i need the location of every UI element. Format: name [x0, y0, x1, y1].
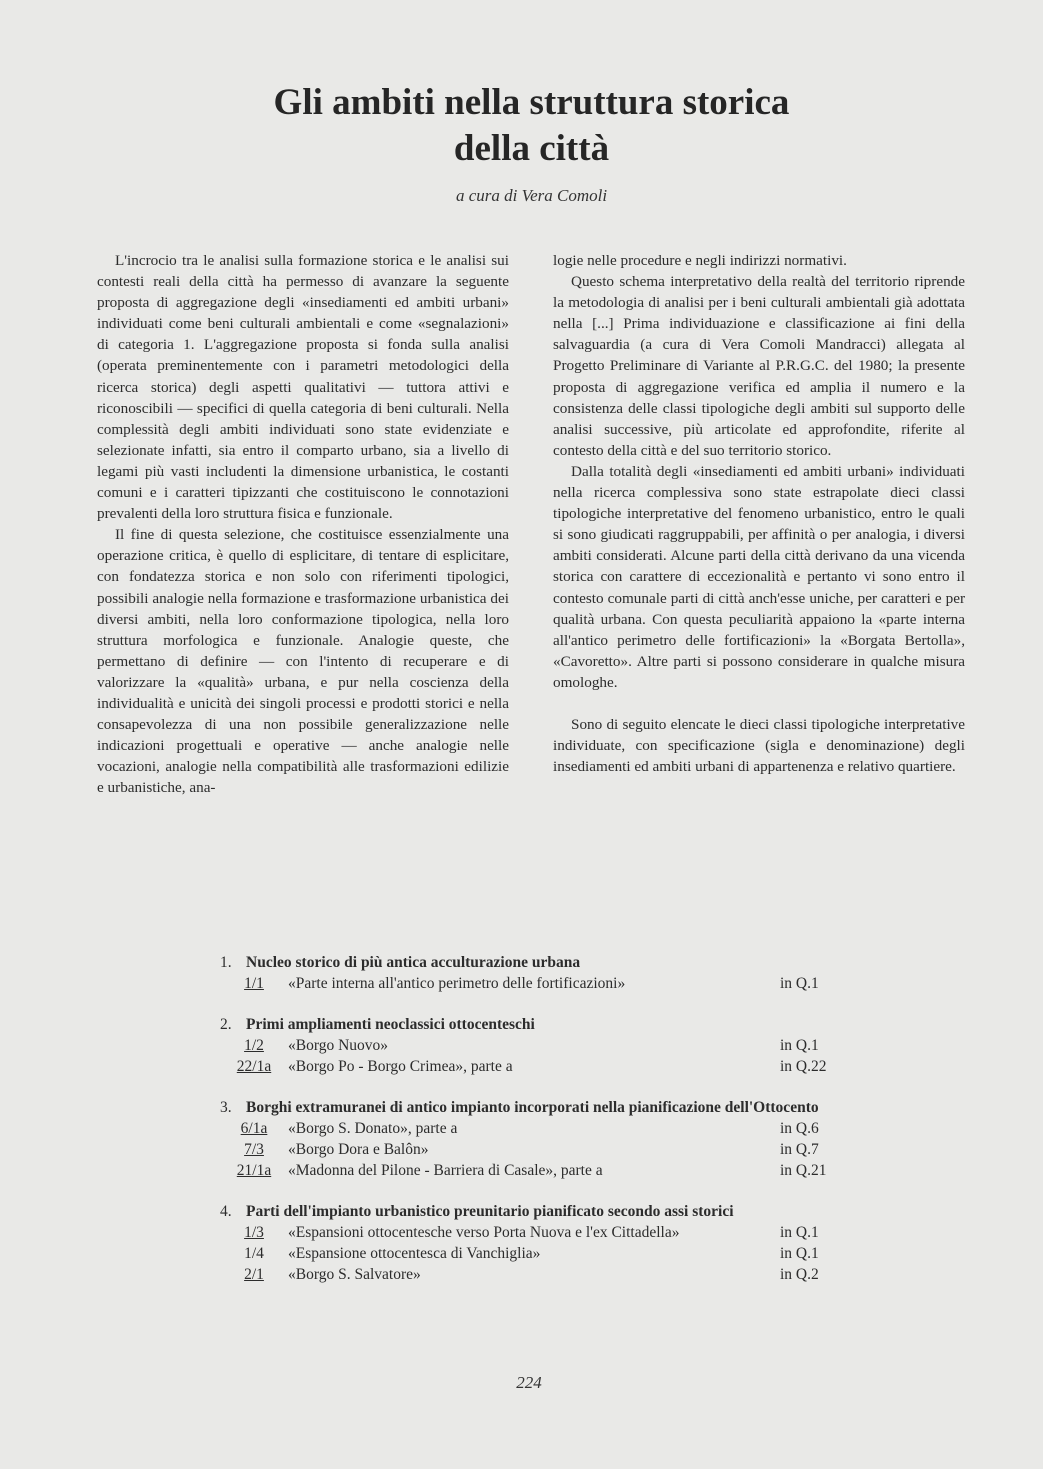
class-entry [220, 1139, 860, 1160]
class-heading [220, 952, 860, 973]
entry-description: «Borgo S. Donato», parte a [288, 1120, 458, 1137]
entry-description: «Borgo S. Salvatore» [288, 1266, 421, 1283]
class-list [220, 952, 860, 1305]
entry-quarter: in Q.22 [780, 1058, 827, 1075]
entry-code: 2/1 [244, 1266, 264, 1283]
class-entry [220, 1243, 860, 1264]
class-entry [220, 1264, 860, 1285]
entry-code: 22/1a [236, 1058, 272, 1075]
entry-description: «Parte interna all'antico perimetro delle fortificazioni» [288, 975, 626, 992]
entry-code: 7/3 [244, 1141, 264, 1158]
class-group [220, 1097, 860, 1181]
entry-description: «Espansione ottocentesca di Vanchiglia» [288, 1245, 541, 1262]
entry-description: «Espansioni ottocentesche verso Porta Nuova e l'ex Cittadella» [288, 1224, 680, 1241]
right-column [553, 250, 965, 777]
paragraph: logie nelle procedure e negli indirizzi normativi. [553, 252, 847, 269]
class-number: 1. [220, 954, 232, 971]
class-entry [220, 1222, 860, 1243]
class-group [220, 952, 860, 994]
entry-quarter: in Q.2 [780, 1266, 819, 1283]
class-entry [220, 973, 860, 994]
class-group [220, 1014, 860, 1077]
class-entry [220, 1056, 860, 1077]
left-column [97, 250, 509, 798]
entry-description: «Madonna del Pilone - Barriera di Casale», parte a [288, 1162, 603, 1179]
entry-description: «Borgo Po - Borgo Crimea», parte a [288, 1058, 513, 1075]
entry-quarter: in Q.21 [780, 1162, 827, 1179]
class-entry [220, 1160, 860, 1181]
class-entry [220, 1118, 860, 1139]
paragraph: Questo schema interpretativo della realtà del territorio riprende la metodologia di analisi per i beni culturali ambientali già adottata nella [...] Prima individuazione e classificazione ai fini della salvaguardia (a cura di Vera Comoli Mandracci) allegata al Progetto Preliminare di Variante al P.R.G.C. del 1980; la presente proposta di aggregazione verifica ed amplia il numero e la consistenza delle classi tipologiche degli ambiti sul supporto delle analisi successive, più articolate ed approfondite, riferite al contesto della città e del suo territorio storico. [553, 273, 965, 459]
class-title: Primi ampliamenti neoclassici ottocenteschi [246, 1016, 535, 1033]
class-number: 3. [220, 1099, 232, 1116]
entry-quarter: in Q.1 [780, 1245, 819, 1262]
entry-quarter: in Q.7 [780, 1141, 819, 1158]
class-heading [220, 1201, 860, 1222]
title-line-2: della città [453, 128, 610, 169]
paragraph: L'incrocio tra le analisi sulla formazione storica e le analisi sui contesti reali della città ha permesso di avanzare la seguente proposta di aggregazione degli «insediamenti ed ambiti urbani» individuati come beni culturali ambientali e come «segnalazioni» di categoria 1. L'aggregazione proposta si fonda sulla analisi (operata preminentemente con i parametri metodologici della ricerca storica) degli aspetti qualitativi — tuttora attivi e riconoscibili — specifici di quella categoria di beni culturali. Nella complessità degli ambiti individuati sono state evidenziate e selezionate infatti, sia entro il comparto urbano, sia a livello di legami più vasti includenti la dimensione urbanistica, le costanti comuni e i caratteri tipizzanti che costituiscono le connotazioni prevalenti della loro struttura fisica e funzionale. [97, 252, 509, 523]
entry-code: 1/4 [244, 1245, 264, 1262]
paragraph: Dalla totalità degli «insediamenti ed ambiti urbani» individuati nella ricerca complessiva sono state estrapolate dieci classi tipologiche interpretative del fenomeno urbanistico, entro le quali si sono giudicati raggruppabili, per affinità o per analogia, i diversi ambiti considerati. Alcune parti della città derivano da una vicenda storica con carattere di eccezionalità e pertanto vi sono entro il contesto comunale parti di città anch'esse uniche, per caratteri e per qualità urbana. Con questa peculiarità appaiono la «parte interna all'antico perimetro delle fortificazioni» la «Borgata Bertolla», «Cavoretto». Altre parti si possono considerare in qualche misura omologhe. [553, 462, 965, 691]
class-title: Nucleo storico di più antica acculturazione urbana [246, 954, 581, 971]
entry-description: «Borgo Nuovo» [288, 1037, 389, 1054]
author-line: a cura di Vera Comoli [455, 186, 608, 205]
entry-code: 6/1a [240, 1120, 268, 1137]
entry-description: «Borgo Dora e Balôn» [288, 1141, 429, 1158]
paragraph: Sono di seguito elencate le dieci classi tipologiche interpretative individuate, con specificazione (sigla e denominazione) degli insediamenti ed ambiti urbani di appartenenza e relativo quartiere. [553, 715, 965, 776]
entry-quarter: in Q.1 [780, 1224, 819, 1241]
page-title [0, 80, 1043, 172]
title-line-1: Gli ambiti nella struttura storica [273, 82, 790, 123]
entry-code: 1/2 [244, 1037, 264, 1054]
entry-quarter: in Q.6 [780, 1120, 819, 1137]
class-number: 2. [220, 1016, 232, 1033]
class-title: Borghi extramuranei di antico impianto incorporati nella pianificazione dell'Ottocento [246, 1099, 819, 1116]
class-title: Parti dell'impianto urbanistico preunitario pianificato secondo assi storici [246, 1203, 734, 1220]
entry-quarter: in Q.1 [780, 1037, 819, 1054]
entry-code: 21/1a [236, 1162, 272, 1179]
class-group [220, 1201, 860, 1285]
entry-quarter: in Q.1 [780, 975, 819, 992]
class-entry [220, 1035, 860, 1056]
page-number: 224 [516, 1373, 542, 1392]
class-heading [220, 1014, 860, 1035]
class-number: 4. [220, 1203, 232, 1220]
entry-code: 1/3 [244, 1224, 264, 1241]
class-heading [220, 1097, 860, 1118]
entry-code: 1/1 [244, 975, 264, 992]
paragraph: Il fine di questa selezione, che costituisce essenzialmente una operazione critica, è quello di esplicitare, di tentare di esplicitare, con fondatezza storica e non solo con riferimenti tipologici, possibili analogie nella formazione e trasformazione urbanistica dei diversi ambiti, nella loro conformazione tipologica, nella loro struttura morfologica e funzionale. Analogie queste, che permettano di definire — con l'intento di recuperare e di valorizzare la «qualità» urbana, e pur nella coscienza della individualità e unicità dei singoli processi e prodotti storici e nella consapevolezza di una non possibile generalizzazione nelle indicazioni progettuali e operative — anche analogie nelle vocazioni, analogie nella compatibilità alle trasformazioni edilizie e urbanistiche, ana- [97, 526, 509, 797]
